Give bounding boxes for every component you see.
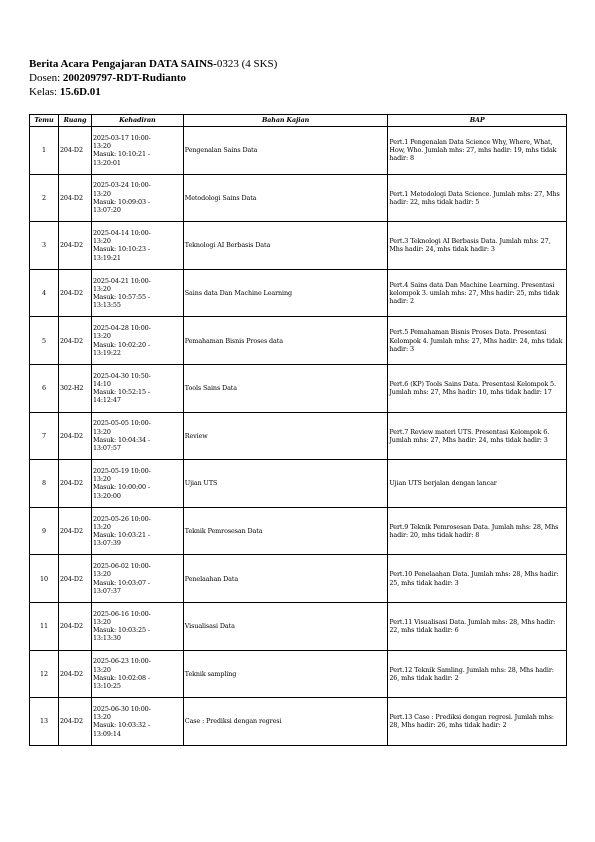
temu-cell — [30, 698, 59, 746]
bap-cell-text: Pert.4 Sains data Dan Machine Learning. Presentasi kelompok 3. umlah mhs: 27, Mhs hadir: 25, mhs tidak hadir: 2 — [389, 280, 560, 306]
bap-cell-text: Pert.12 Teknik Samling. Jumlah mhs: 28, Mhs hadir: 26, mhs tidak hadir: 2 — [389, 665, 554, 682]
temu-cell — [30, 412, 59, 460]
kelas-line — [29, 85, 277, 99]
bap-cell-text: Pert.6 (KP) Tools Sains Data. Presentasi Kelompok 5. Jumlah mhs: 27, Mhs hadir: 10, mhs tidak hadir: 17 — [389, 380, 556, 397]
bahan-kajian-cell — [183, 555, 388, 603]
temu-cell-text: 1 — [42, 146, 46, 155]
bahan-kajian-cell-text: Teknik sampling — [184, 669, 237, 678]
bahan-kajian-cell-text: Case : Prediksi dengan regresi — [184, 717, 282, 726]
temu-cell-text: 9 — [42, 526, 46, 535]
temu-cell-text: 13 — [40, 717, 48, 726]
kehadiran-cell — [91, 412, 183, 460]
ruang-cell-text: 204-D2 — [59, 193, 83, 202]
table-row — [30, 507, 567, 555]
ruang-cell-text: 204-D2 — [59, 622, 83, 631]
bahan-kajian-cell — [183, 507, 388, 555]
kehadiran-cell — [91, 650, 183, 698]
temu-cell-text: 11 — [40, 622, 48, 631]
temu-cell-text: 5 — [42, 336, 46, 345]
kehadiran-cell — [91, 269, 183, 317]
bap-cell-text: Pert.3 Teknologi AI Berbasis Data. Jumlah mhs: 27, Mhs hadir: 24, mhs tidak hadir: 3 — [389, 237, 551, 254]
bap-cell-text: Pert.13 Case : Prediksi dengan regresi. Jumlah mhs: 28, Mhs hadir: 26, mhs tidak hadir: 2 — [389, 713, 554, 730]
ruang-cell-text: 204-D2 — [59, 526, 83, 535]
title-prefix: Berita Acara Pengajaran DATA SAINS- — [29, 58, 217, 70]
header-bap: BAP — [388, 115, 567, 127]
temu-cell — [30, 364, 59, 412]
kehadiran-cell — [91, 460, 183, 508]
bap-cell-text: Ujian UTS berjalan dengan lancar — [389, 479, 497, 488]
ruang-cell-text: 204-D2 — [59, 717, 83, 726]
temu-cell-text: 2 — [42, 193, 46, 202]
bap-cell — [388, 364, 567, 412]
ruang-cell-text: 204-D2 — [59, 146, 83, 155]
ruang-cell — [58, 555, 91, 603]
dosen-line — [29, 71, 277, 85]
ruang-cell-text: 204-D2 — [59, 669, 83, 678]
temu-cell-text: 12 — [40, 669, 48, 678]
kehadiran-cell-text: 2025-03-24 10:00- 13:20 Masuk: 10:09:03 - 13:07:20 — [92, 181, 151, 215]
kehadiran-cell — [91, 555, 183, 603]
ruang-cell — [58, 317, 91, 365]
bap-cell-text: Pert.5 Pemahaman Bisnis Proses Data. Presentasi Kelompok 4. Jumlah mhs: 27, Mhs hadir: 24, mhs tidak hadir: 3 — [389, 328, 563, 353]
table-row — [30, 364, 567, 412]
temu-cell-text: 3 — [42, 241, 46, 250]
ruang-cell — [58, 650, 91, 698]
bahan-kajian-cell-text: Teknik Pemrosesan Data — [184, 526, 263, 535]
bap-cell — [388, 269, 567, 317]
document-title — [29, 57, 277, 71]
ruang-cell — [58, 269, 91, 317]
bap-cell — [388, 174, 567, 222]
ruang-cell — [58, 174, 91, 222]
kelas-label: Kelas: — [29, 86, 60, 98]
temu-cell — [30, 460, 59, 508]
ruang-cell — [58, 602, 91, 650]
kehadiran-cell-text: 2025-05-26 10:00- 13:20 Masuk: 10:03:21 - 13:07:39 — [92, 514, 151, 548]
temu-cell-text: 7 — [42, 431, 46, 440]
bap-cell-text: Pert.9 Teknik Pemrosesan Data. Jumlah mhs: 28, Mhs hadir: 20, mhs tidak hadir: 8 — [389, 522, 559, 540]
table-row — [30, 222, 567, 270]
temu-cell-text: 6 — [42, 384, 46, 393]
bap-cell — [388, 127, 567, 175]
kehadiran-cell — [91, 507, 183, 555]
bahan-kajian-cell-text: Metodologi Sains Data — [184, 193, 257, 202]
kehadiran-cell-text: 2025-05-19 10:00- 13:20 Masuk: 10:00:00 - 13:20:00 — [92, 467, 151, 500]
kehadiran-cell-text: 2025-03-17 10:00- 13:20 Masuk: 10:10:21 - 13:20:01 — [92, 133, 151, 167]
ruang-cell-text: 204-D2 — [59, 241, 83, 250]
kehadiran-cell-text: 2025-04-28 10:00- 13:20 Masuk: 10:02:20 - 13:19:22 — [92, 324, 151, 357]
ruang-cell-text: 204-D2 — [59, 479, 83, 488]
kehadiran-cell-text: 2025-04-21 10:00- 13:20 Masuk: 10:57:55 - 13:13:55 — [92, 276, 151, 310]
temu-cell — [30, 222, 59, 270]
bahan-kajian-cell — [183, 602, 388, 650]
bahan-kajian-cell-text: Ujian UTS — [184, 479, 218, 488]
bap-cell — [388, 222, 567, 270]
temu-cell-text: 4 — [42, 288, 46, 297]
kehadiran-cell — [91, 317, 183, 365]
ruang-cell — [58, 507, 91, 555]
temu-cell — [30, 555, 59, 603]
table-row — [30, 698, 567, 746]
bap-cell — [388, 507, 567, 555]
bap-cell-text: Pert.1 Metodologi Data Science. Jumlah mhs: 27, Mhs hadir: 22, mhs tidak hadir: 5 — [389, 189, 560, 206]
bap-cell — [388, 650, 567, 698]
kehadiran-cell-text: 2025-06-16 10:00- 13:20 Masuk: 10:03:25 - 13:13:30 — [92, 609, 151, 643]
ruang-cell — [58, 412, 91, 460]
kehadiran-cell — [91, 698, 183, 746]
ruang-cell — [58, 364, 91, 412]
header-ruang: Ruang — [58, 115, 91, 127]
document-header — [29, 57, 277, 99]
bahan-kajian-cell-text: Visualisasi Data — [184, 622, 235, 631]
kehadiran-cell-text: 2025-06-23 10:00- 13:20 Masuk: 10:02:08 - 13:10:25 — [92, 657, 151, 691]
title-code: 0323 (4 SKS) — [216, 58, 278, 70]
ruang-cell — [58, 127, 91, 175]
table-row — [30, 127, 567, 175]
bahan-kajian-cell-text: Penelaahan Data — [184, 574, 239, 583]
table-row — [30, 555, 567, 603]
kehadiran-cell — [91, 602, 183, 650]
kehadiran-cell-text: 2025-04-14 10:00- 13:20 Masuk: 10:10:23 - 13:19:21 — [92, 229, 151, 262]
bahan-kajian-cell — [183, 412, 388, 460]
temu-cell — [30, 127, 59, 175]
bap-cell — [388, 412, 567, 460]
bahan-kajian-cell — [183, 269, 388, 317]
header-kehadiran: Kehadiran — [91, 115, 183, 127]
kehadiran-cell-text: 2025-05-05 10:00- 13:20 Masuk: 10:04:34 - 13:07:57 — [92, 419, 151, 453]
kehadiran-cell-text: 2025-04-30 10:50- 14:10 Masuk: 10:52:15 - 14:12:47 — [92, 371, 151, 405]
kehadiran-cell — [91, 127, 183, 175]
ruang-cell-text: 204-D2 — [59, 574, 83, 583]
dosen-value: 200209797-RDT-Rudianto — [62, 72, 186, 84]
bap-cell-text: Pert.11 Visualisasi Data. Jumlah mhs: 28, Mhs hadir: 22, mhs tidak hadir: 6 — [389, 618, 556, 635]
bap-cell — [388, 698, 567, 746]
bap-cell-text: Pert.1 Pengenalan Data Science Why, Where, What, How, Who. Jumlah mhs: 27, mhs hadir: 19, mhs tidak hadir: 8 — [389, 137, 557, 163]
kehadiran-cell — [91, 174, 183, 222]
ruang-cell — [58, 222, 91, 270]
kehadiran-cell — [91, 364, 183, 412]
bahan-kajian-cell — [183, 698, 388, 746]
table-row — [30, 412, 567, 460]
kehadiran-cell — [91, 222, 183, 270]
bahan-kajian-cell — [183, 317, 388, 365]
table-row — [30, 602, 567, 650]
bahan-kajian-cell-text: Tools Sains Data — [184, 384, 237, 393]
bap-cell-text: Pert.10 Penelaahan Data. Jumlah mhs: 28, Mhs hadir: 25, mhs tidak hadir: 3 — [389, 570, 559, 587]
kehadiran-cell-text: 2025-06-30 10:00- 13:20 Masuk: 10:03:32 - 13:09:14 — [92, 705, 151, 738]
temu-cell — [30, 602, 59, 650]
bahan-kajian-cell — [183, 650, 388, 698]
bahan-kajian-cell — [183, 222, 388, 270]
temu-cell — [30, 269, 59, 317]
bahan-kajian-cell-text: Review — [184, 431, 208, 440]
table-row — [30, 650, 567, 698]
temu-cell-text: 8 — [42, 479, 46, 488]
attendance-table — [29, 114, 567, 746]
bahan-kajian-cell-text: Teknologi AI Berbasis Data — [184, 241, 271, 250]
ruang-cell — [58, 698, 91, 746]
bahan-kajian-cell-text: Sains data Dan Machine Learning — [184, 288, 293, 297]
table-header-row — [30, 115, 567, 127]
ruang-cell-text: 204-D2 — [59, 336, 83, 345]
ruang-cell-text: 302-H2 — [59, 384, 84, 393]
kelas-value: 15.6D.01 — [59, 86, 101, 98]
bap-cell — [388, 460, 567, 508]
bap-cell — [388, 602, 567, 650]
temu-cell — [30, 174, 59, 222]
bahan-kajian-cell-text: Pengenalan Sains Data — [184, 146, 258, 155]
bap-cell — [388, 317, 567, 365]
bap-cell-text: Pert.7 Review materi UTS. Presentasi Kelompok 6. Jumlah mhs: 27, Mhs hadir: 24, mhs tidak hadir: 3 — [389, 427, 550, 444]
kehadiran-cell-text: 2025-06-02 10:00- 13:20 Masuk: 10:03:07 - 13:07:37 — [92, 562, 151, 595]
table-row — [30, 317, 567, 365]
table-row — [30, 174, 567, 222]
ruang-cell-text: 204-D2 — [59, 431, 83, 440]
bap-cell — [388, 555, 567, 603]
header-bahan-kajian: Bahan Kajian — [183, 115, 388, 127]
bahan-kajian-cell — [183, 460, 388, 508]
table-row — [30, 460, 567, 508]
temu-cell — [30, 507, 59, 555]
bahan-kajian-cell — [183, 174, 388, 222]
header-temu: Temu — [30, 115, 59, 127]
temu-cell — [30, 317, 59, 365]
temu-cell — [30, 650, 59, 698]
bahan-kajian-cell-text: Pemahaman Bisnis Proses data — [184, 336, 283, 345]
temu-cell-text: 10 — [40, 574, 48, 583]
table-row — [30, 269, 567, 317]
ruang-cell-text: 204-D2 — [59, 288, 83, 297]
bahan-kajian-cell — [183, 364, 388, 412]
ruang-cell — [58, 460, 91, 508]
dosen-label: Dosen: — [29, 72, 63, 84]
bahan-kajian-cell — [183, 127, 388, 175]
